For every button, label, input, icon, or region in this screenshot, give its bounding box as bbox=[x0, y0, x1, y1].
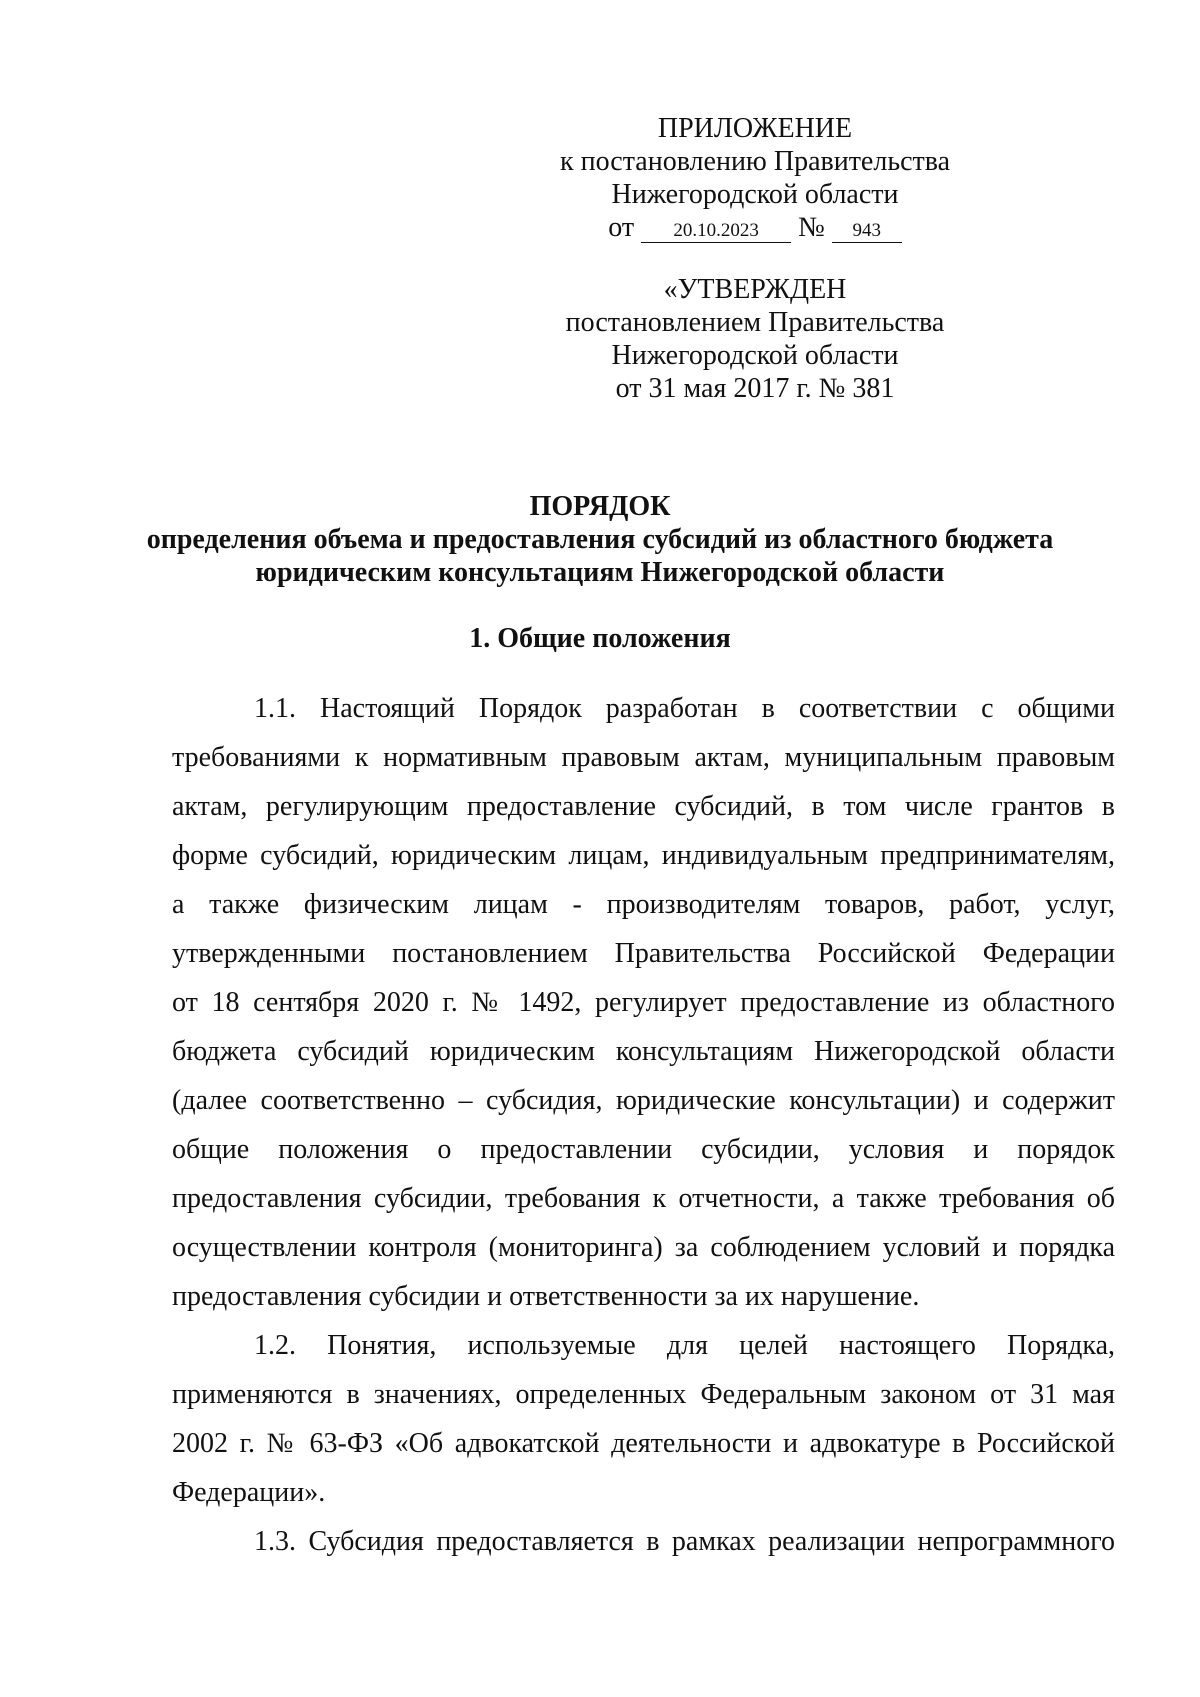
number-sign: № bbox=[798, 212, 825, 243]
document-title bbox=[100, 490, 1100, 589]
body-line: предоставления субсидии и ответственности за их нарушение. bbox=[172, 1281, 920, 1312]
date-value: 20.10.2023 bbox=[641, 220, 791, 243]
body-line: 1.1. Настоящий Порядок разработан в соответствии с общими bbox=[254, 693, 1115, 724]
body-line: 1.2. Понятия, используемые для целей настоящего Порядка, bbox=[254, 1330, 1115, 1361]
title-line-2: юридическим консультациям Нижегородской области bbox=[255, 557, 945, 588]
approved-line-2: Нижегородской области bbox=[611, 340, 899, 371]
appendix-line-2: Нижегородской области bbox=[611, 179, 899, 210]
approved-line-0: «УТВЕРЖДЕН bbox=[663, 274, 847, 305]
body-line: общие положения о предоставлении субсидии, условия и порядок bbox=[172, 1134, 1115, 1165]
body-line: от 18 сентября 2020 г. № 1492, регулирует предоставление из областного bbox=[172, 987, 1115, 1018]
body-line: 2002 г. № 63-ФЗ «Об адвокатской деятельности и адвокатуре в Российской bbox=[172, 1428, 1115, 1459]
section-title: 1. Общие положения bbox=[469, 623, 731, 654]
title-line-0: ПОРЯДОК bbox=[529, 491, 671, 522]
body-line: (далее соответственно – субсидия, юридические консультации) и содержит bbox=[172, 1085, 1115, 1116]
body-line: осуществлении контроля (мониторинга) за соблюдением условий и порядка bbox=[172, 1232, 1115, 1263]
body-line: Федерации». bbox=[172, 1477, 326, 1508]
title-line-1: определения объема и предоставления субсидий из областного бюджета bbox=[146, 524, 1054, 555]
body-line: а также физическим лицам - производителям товаров, работ, услуг, bbox=[172, 889, 1115, 920]
body-line: 1.3. Субсидия предоставляется в рамках реализации непрограммного bbox=[254, 1526, 1115, 1557]
number-value: 943 bbox=[832, 220, 902, 243]
appendix-block bbox=[560, 112, 950, 244]
date-prefix: от bbox=[608, 212, 635, 243]
appendix-date-line bbox=[560, 211, 950, 244]
body-line: форме субсидий, юридическим лицам, индивидуальным предпринимателям, bbox=[172, 840, 1115, 871]
approved-line-3: от 31 мая 2017 г. № 381 bbox=[615, 373, 895, 404]
body-line: предоставления субсидии, требования к отчетности, а также требования об bbox=[172, 1183, 1115, 1214]
body-line: бюджета субсидий юридическим консультациям Нижегородской области bbox=[172, 1036, 1115, 1067]
appendix-line-1: к постановлению Правительства bbox=[560, 146, 951, 177]
body-line: актам, регулирующим предоставление субсидий, в том числе грантов в bbox=[172, 791, 1115, 822]
appendix-title: ПРИЛОЖЕНИЕ bbox=[657, 113, 853, 144]
body-line: требованиями к нормативным правовым актам, муниципальным правовым bbox=[172, 742, 1115, 773]
body-line: применяются в значениях, определенных Федеральным законом от 31 мая bbox=[172, 1379, 1115, 1410]
body-text bbox=[172, 684, 1115, 1566]
approved-line-1: постановлением Правительства bbox=[565, 307, 945, 338]
body-line: утвержденными постановлением Правительства Российской Федерации bbox=[172, 938, 1115, 969]
approved-block bbox=[560, 273, 950, 405]
